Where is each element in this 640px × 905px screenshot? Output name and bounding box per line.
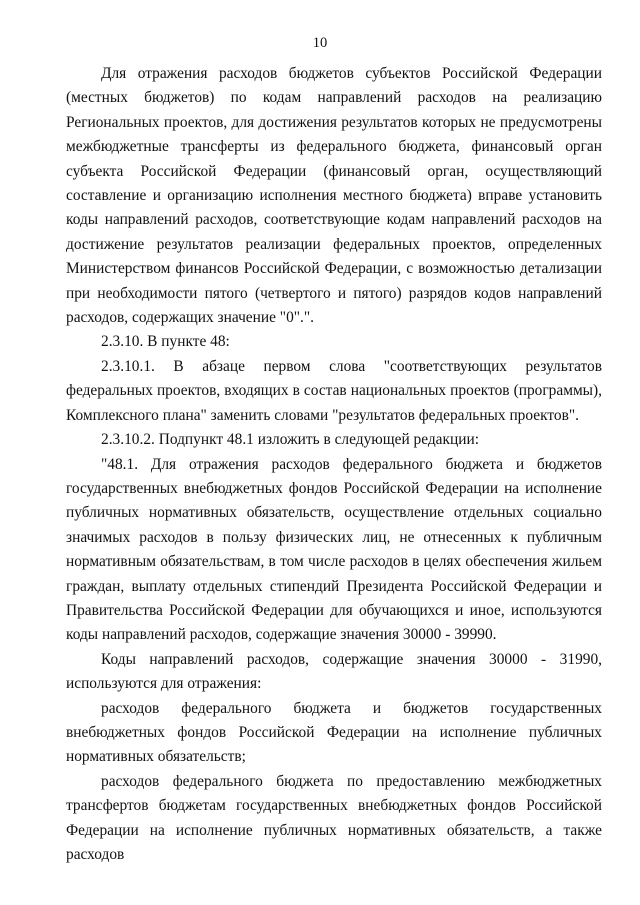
page-number: 10	[312, 35, 328, 51]
paragraph-public-obligations: расходов федерального бюджета и бюджетов государственных внебюджетных фондов Российской Федерации на исполнение публичных нормативных обязательств;	[66, 699, 602, 766]
paragraph-regional-projects: Для отражения расходов бюджетов субъектов Российской Федерации (местных бюджетов) по кодам направлений расходов на реализацию Региональных проектов, для достижения результатов которых не предусмотрены межбюджетные трансферты из федерального бюджета, финансовый орган субъекта Российской Федерации (финансовый орган, осуществляющий составление и организацию исполнения местного бюджета) вправе установить коды направлений расходов, соответствующие кодам направлений расходов на достижение результатов реализации федеральных проектов, определенных Министерством финансов Российской Федерации, с возможностью детализации при необходимости пятого (четвертого и пятого) разрядов кодов направлений расходов, содержащих значение "0".".	[66, 65, 602, 327]
paragraph-48-1: "48.1. Для отражения расходов федерального бюджета и бюджетов государственных внебюджетных фондов Российской Федерации на исполнение публичных нормативных обязательств, осуществление отдельных социально значимых расходов в пользу физических лиц, не отнесенных к публичным нормативным обязательствам, в том числе расходов в целях обеспечения жильем граждан, выплату отдельных стипендий Президента Российской Федерации и Правительства Российской Федерации для обучающихся и иное, используются коды направлений расходов, содержащие значения 30000 - 39990.	[66, 455, 602, 644]
paragraph-codes-30000-31990: Коды направлений расходов, содержащие значения 30000 - 31990, используются для отражения:	[66, 650, 602, 693]
paragraph-2-3-10-1: 2.3.10.1. В абзаце первом слова "соответствующих результатов федеральных проектов, входящих в состав национальных проектов (программы), Комплексного плана" заменить словами "результатов федеральных проектов".	[66, 357, 602, 424]
document-body	[66, 62, 602, 867]
paragraph-2-3-10: 2.3.10. В пункте 48:	[101, 333, 230, 351]
paragraph-2-3-10-2: 2.3.10.2. Подпункт 48.1 изложить в следующей редакции:	[101, 431, 479, 449]
paragraph-interbudget-transfers: расходов федерального бюджета по предоставлению межбюджетных трансфертов бюджетам государственных внебюджетных фондов Российской Федерации на исполнение публичных нормативных обязательств, а также расходов	[66, 772, 602, 863]
